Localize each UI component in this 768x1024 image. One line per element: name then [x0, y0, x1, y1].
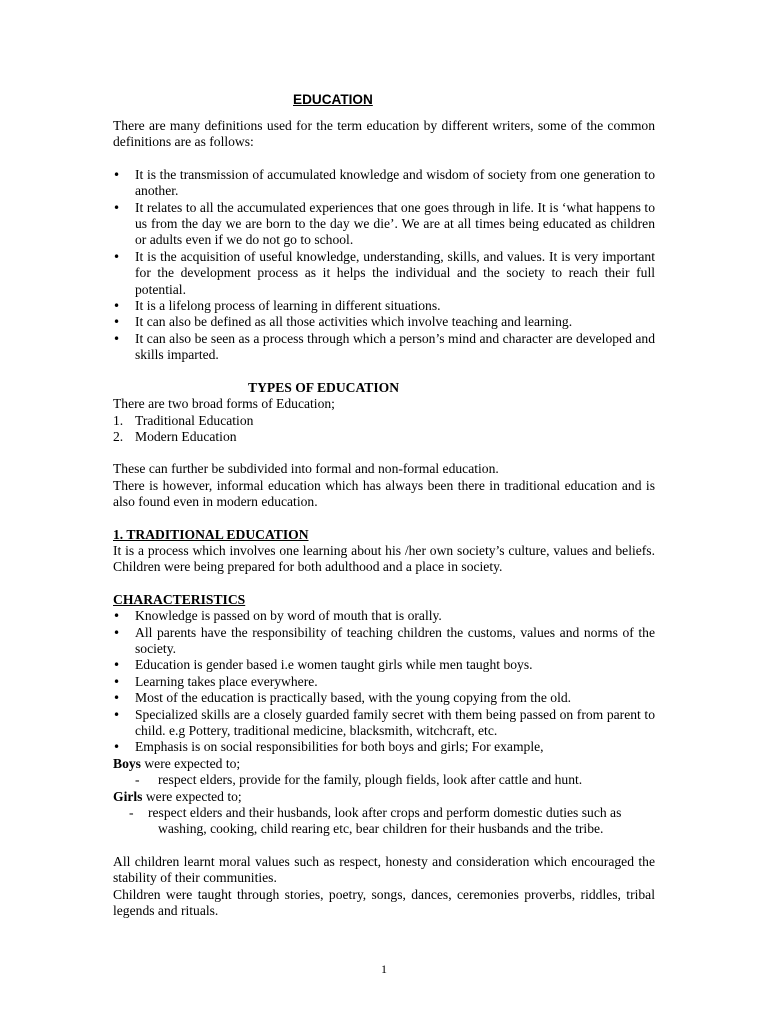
bullet-icon: •	[113, 249, 121, 264]
list-item: • It is the transmission of accumulated knowledge and wisdom of society from one generation to another.	[113, 166, 655, 199]
types-lead: There are two broad forms of Education;	[113, 396, 335, 412]
characteristics-heading: CHARACTERISTICS	[113, 591, 246, 607]
subdivided-paragraph: These can further be subdivided into formal and non-formal education.	[113, 461, 499, 477]
bullet-icon: •	[113, 674, 121, 689]
list-item: • Learning takes place everywhere.	[113, 673, 318, 689]
page-number: 1	[381, 962, 387, 976]
list-item: 2. Modern Education	[113, 428, 237, 444]
moral-values-paragraph: All children learnt moral values such as respect, honesty and consideration which encouraged the stability of their communities.	[113, 853, 655, 886]
types-list	[113, 413, 655, 446]
definitions-list	[113, 167, 655, 364]
list-item: • Knowledge is passed on by word of mouth that is orally.	[113, 608, 442, 624]
bullet-icon: •	[113, 740, 121, 755]
boys-line: Boys were expected to;	[113, 755, 241, 771]
bullet-icon: •	[113, 658, 121, 673]
types-heading: TYPES OF EDUCATION	[248, 379, 400, 395]
girls-line: Girls were expected to;	[113, 788, 242, 804]
bullet-icon: •	[113, 691, 121, 706]
list-item: • Education is gender based i.e women taught girls while men taught boys.	[113, 657, 533, 673]
boys-duty: - respect elders, provide for the family, plough fields, look after cattle and hunt.	[135, 772, 583, 788]
bullet-icon: •	[113, 625, 121, 640]
list-item: • All parents have the responsibility of teaching children the customs, values and norms of the society.	[113, 624, 655, 656]
intro-paragraph: There are many definitions used for the term education by different writers, some of the common definitions are as follows:	[113, 118, 655, 150]
bullet-icon: •	[113, 609, 121, 624]
teaching-methods-paragraph: Children were taught through stories, poetry, songs, dances, ceremonies proverbs, riddles, tribal legends and rituals.	[113, 886, 655, 919]
bullet-icon: •	[113, 331, 121, 346]
traditional-heading: 1. TRADITIONAL EDUCATION	[113, 526, 309, 542]
bullet-icon: •	[113, 200, 121, 215]
girls-duty: - respect elders and their husbands, look after crops and perform domestic duties such as washing, cooking, child rearing etc, bear children for their husbands and the tribe.	[129, 805, 622, 837]
characteristics-list	[113, 608, 655, 756]
list-item: • It can also be seen as a process through which a person’s mind and character are developed and skills imparted.	[113, 330, 655, 363]
list-item: • Emphasis is on social responsibilities for both boys and girls; For example,	[113, 739, 544, 755]
document-title: EDUCATION	[293, 92, 373, 107]
list-item: • It relates to all the accumulated experiences that one goes through in life. It is ‘what happens to us from the day we are born to the day we die’. We are at all times being educated as children or adults even if we do not go to school.	[113, 199, 655, 248]
document-page	[113, 90, 655, 919]
list-item: • Specialized skills are a closely guarded family secret with them being passed on from parent to child. e.g Pottery, traditional medicine, blacksmith, witchcraft, etc.	[113, 706, 655, 738]
bullet-icon: •	[113, 315, 121, 330]
list-item: 1. Traditional Education	[113, 412, 254, 428]
list-item: • Most of the education is practically based, with the young copying from the old.	[113, 690, 572, 706]
list-item: • It is a lifelong process of learning in different situations.	[113, 298, 441, 314]
bullet-icon: •	[113, 299, 121, 314]
traditional-description: It is a process which involves one learning about his /her own society’s culture, values and beliefs. Children were being prepared for both adulthood and a place in society.	[113, 542, 655, 575]
list-item: • It is the acquisition of useful knowledge, understanding, skills, and values. It is very important for the development process as it helps the individual and the society to reach their full potential.	[113, 248, 655, 297]
list-item: • It can also be defined as all those activities which involve teaching and learning.	[113, 314, 573, 330]
informal-paragraph: There is however, informal education which has always been there in traditional education and is also found even in modern education.	[113, 477, 655, 510]
bullet-icon: •	[113, 167, 121, 182]
bullet-icon: •	[113, 707, 121, 722]
